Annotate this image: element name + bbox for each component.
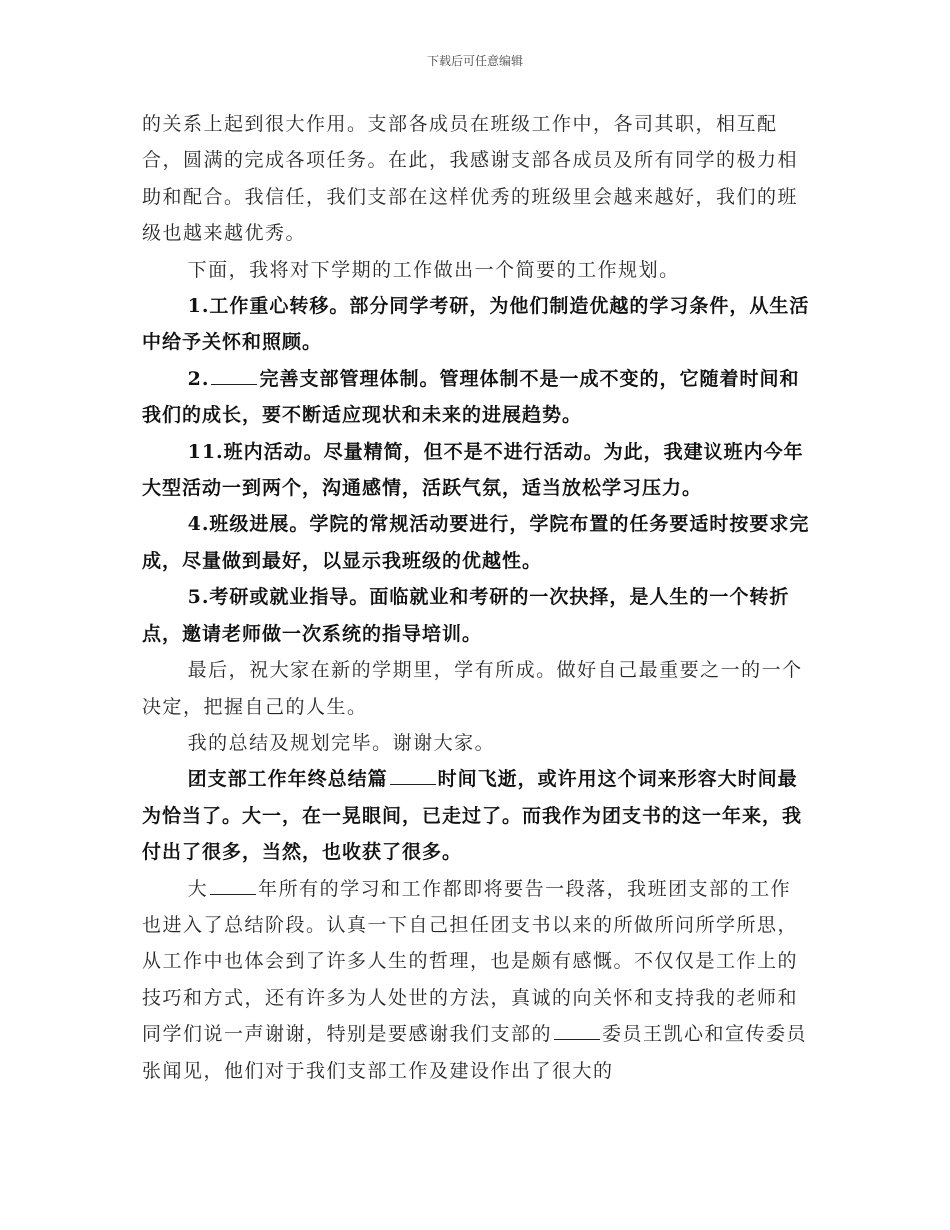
document-body [142,106,810,1089]
section-heading-paragraph [142,761,810,870]
summary-end: 委员王凯心和宣传委员张闻见，他们对于我们支部工作及建设作出了很大的 [142,1023,808,1082]
plan-item-2-number: 2. [187,367,210,390]
paragraph-1: 的关系上起到很大作用。支部各成员在班级工作中，各司其职，相互配合，圆满的完成各项任务。在此，我感谢支部各成员及所有同学的极力相助和配合。我信任，我们支部在这样优秀的班级里会越来越好，我们的班级也越来越优秀。 [142,113,799,245]
section-title: 团支部工作年终总结篇 [187,768,388,791]
blank-line [390,766,436,785]
paragraph-summary [142,871,810,1089]
section-intro: 时间飞逝，或许用这个词来形容大时间最为恰当了。大一，在一晃眼间，已走过了。而我作为团支书的这一年来，我付出了很多，当然，也收获了很多。 [142,768,803,864]
plan-item-1: 1.工作重心转移。部分同学考研，为他们制造优越的学习条件，从生活中给予关怀和照顾。 [142,295,810,354]
plan-item-4: 4.班级进展。学院的常规活动要进行，学院布置的任务要适时按要求完成，尽量做到最好，以显示我班级的优越性。 [142,513,810,572]
blank-line [211,366,257,385]
plan-item-5: 5.考研或就业指导。面临就业和考研的一次抉择，是人生的一个转折点，邀请老师做一次系统的指导培训。 [142,586,790,645]
plan-item-3: 11.班内活动。尽量精简，但不是不进行活动。为此，我建议班内今年大型活动一到两个，沟通感情，活跃气氛，适当放松学习压力。 [142,440,804,500]
plan-item-2 [142,361,810,434]
summary-start: 大 [187,877,209,900]
summary-middle: 年所有的学习和工作都即将要告一段落，我班团支部的工作也进入了总结阶段。认真一下自己担任团支书以来的所做所问所学所思，从工作中也体会到了许多人生的哲理，也是颇有感慨。不仅仅是工作上的技巧和方式，还有许多为人处世的方法，真诚的向关怀和支持我的老师和同学们说一声谢谢，特别是要感谢我们支部的 [142,877,799,1046]
page-header: 下载后可任意编辑 [426,54,523,68]
blank-line [554,1021,600,1040]
blank-line [210,876,256,895]
paragraph-thanks: 我的总结及规划完毕。谢谢大家。 [187,731,496,754]
plan-item-2-text: 完善支部管理体制。管理体制不是一成不变的，它随着时间和我们的成长，要不断适应现状和未来的进展趋势。 [142,367,800,427]
paragraph-closing: 最后，祝大家在新的学期里，学有所成。做好自己最重要之一的一个决定，把握自己的人生。 [142,659,803,718]
paragraph-2: 下面，我将对下学期的工作做出一个简要的工作规划。 [187,258,680,281]
